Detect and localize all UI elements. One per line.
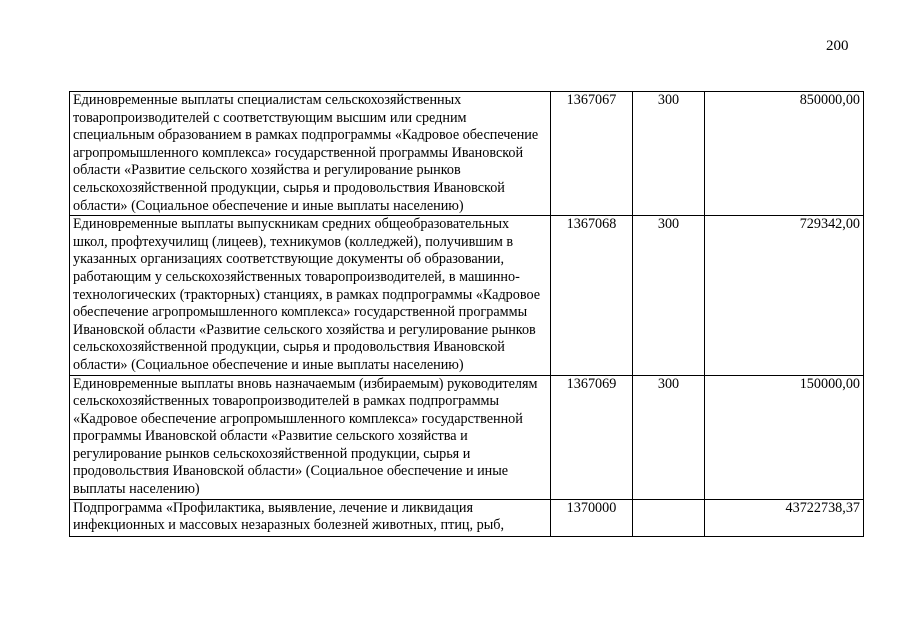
target-article-code-cell: 1367067 — [551, 92, 633, 216]
row-name-cell: Подпрограмма «Профилактика, выявление, лечение и ликвидация инфекционных и массовых незаразных болезней животных, птиц, рыб, — [70, 499, 551, 536]
table-row — [70, 375, 864, 499]
expense-type-cell: 300 — [633, 375, 705, 499]
page-number: 200 — [826, 38, 849, 54]
expense-type-cell: 300 — [633, 216, 705, 375]
amount-cell: 729342,00 — [705, 216, 864, 375]
amount-cell: 850000,00 — [705, 92, 864, 216]
amount-cell: 43722738,37 — [705, 499, 864, 536]
table-row — [70, 499, 864, 536]
table-row — [70, 92, 864, 216]
row-name-cell: Единовременные выплаты выпускникам средних общеобразовательных школ, профтехучилищ (лицеев), техникумов (колледжей), получившим в указанных организациях соответствующие документы об образовании, работающим у сельскохозяйственных товаропроизводителей, в машинно-технологических (тракторных) станциях, в рамках подпрограммы «Кадровое обеспечение агропромышленного комплекса» государственной программы Ивановской области «Развитие сельского хозяйства и регулирование рынков сельскохозяйственной продукции, сырья и продовольствия Ивановской области» (Социальное обеспечение и иные выплаты населению) — [70, 216, 551, 375]
amount-cell: 150000,00 — [705, 375, 864, 499]
row-name-cell: Единовременные выплаты вновь назначаемым (избираемым) руководителям сельскохозяйственных товаропроизводителей в рамках подпрограммы «Кадровое обеспечение агропромышленного комплекса» государственной программы Ивановской области «Развитие сельского хозяйства и регулирование рынков сельскохозяйственной продукции, сырья и продовольствия Ивановской области» (Социальное обеспечение и иные выплаты населению) — [70, 375, 551, 499]
target-article-code-cell: 1370000 — [551, 499, 633, 536]
table-row — [70, 216, 864, 375]
row-name-cell: Единовременные выплаты специалистам сельскохозяйственных товаропроизводителей с соответствующим высшим или средним специальным образованием в рамках подпрограммы «Кадровое обеспечение агропромышленного комплекса» государственной программы Ивановской области «Развитие сельского хозяйства и регулирование рынков сельскохозяйственной продукции, сырья и продовольствия Ивановской области» (Социальное обеспечение и иные выплаты населению) — [70, 92, 551, 216]
target-article-code-cell: 1367068 — [551, 216, 633, 375]
target-article-code-cell: 1367069 — [551, 375, 633, 499]
expense-type-cell: 300 — [633, 92, 705, 216]
budget-table — [69, 91, 864, 537]
expense-type-cell — [633, 499, 705, 536]
